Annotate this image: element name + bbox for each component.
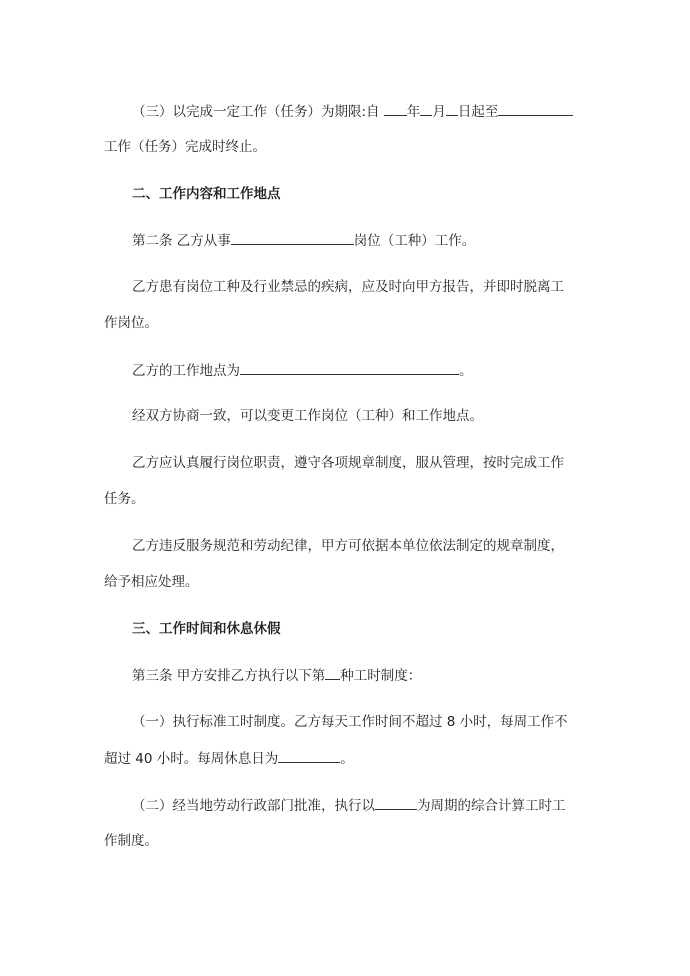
text: （二）经当地劳动行政部门批准，执行以 [132, 798, 375, 814]
position-blank [231, 231, 354, 245]
section-heading-2: 二、工作内容和工作地点 [132, 186, 281, 202]
text: 为周期的综合计算工时工 [417, 798, 566, 814]
end-blank [498, 102, 573, 116]
paragraph-disease-line2: 作岗位。 [104, 315, 158, 331]
paragraph-change: 经双方协商一致，可以变更工作岗位（工种）和工作地点。 [132, 408, 483, 424]
paragraph-term-line1 [104, 102, 573, 120]
text: 年 [406, 104, 421, 120]
paragraph-duty-line2: 任务。 [104, 491, 145, 507]
text: 日起至 [457, 104, 499, 120]
paragraph-standard-line2 [104, 749, 354, 767]
text: 种工时制度： [340, 668, 422, 684]
text: （三）以完成一定工作（任务）为期限:自 [132, 104, 384, 120]
text: 岗位（工种）工作。 [353, 233, 476, 249]
workplace-blank [240, 361, 459, 375]
paragraph-violate-line1: 乙方违反服务规范和劳动纪律，甲方可依据本单位依法制定的规章制度， [132, 538, 564, 554]
period-blank [375, 796, 417, 810]
month-blank [420, 102, 432, 116]
text: 月 [432, 104, 446, 120]
paragraph-disease-line1: 乙方患有岗位工种及行业禁忌的疾病，应及时向甲方报告，并即时脱离工 [132, 279, 564, 295]
paragraph-comprehensive-line1 [132, 796, 566, 814]
paragraph-duty-line1: 乙方应认真履行岗位职责，遵守各项规章制度，服从管理，按时完成工作 [132, 455, 564, 471]
text: 乙方的工作地点为 [132, 363, 240, 379]
paragraph-term-line2: 工作（任务）完成时终止。 [104, 139, 266, 155]
text: 第二条 乙方从事 [132, 233, 231, 249]
text: 。 [340, 751, 354, 767]
schedule-type-blank [325, 666, 340, 680]
section-heading-3: 三、工作时间和休息休假 [132, 621, 281, 637]
day-blank [446, 102, 458, 116]
rest-day-blank [278, 749, 340, 763]
article-2 [132, 231, 475, 249]
text: 第三条 甲方安排乙方执行以下第 [132, 668, 326, 684]
paragraph-comprehensive-line2: 作制度。 [104, 833, 158, 849]
text: 。 [459, 363, 473, 379]
paragraph-workplace [132, 361, 473, 379]
paragraph-violate-line2: 给予相应处理。 [104, 574, 199, 590]
text: 超过 40 小时。每周休息日为 [104, 751, 279, 767]
paragraph-standard-line1: （一）执行标准工时制度。乙方每天工作时间不超过 8 小时，每周工作不 [132, 714, 568, 730]
year-blank [384, 102, 407, 116]
article-3 [132, 666, 421, 684]
